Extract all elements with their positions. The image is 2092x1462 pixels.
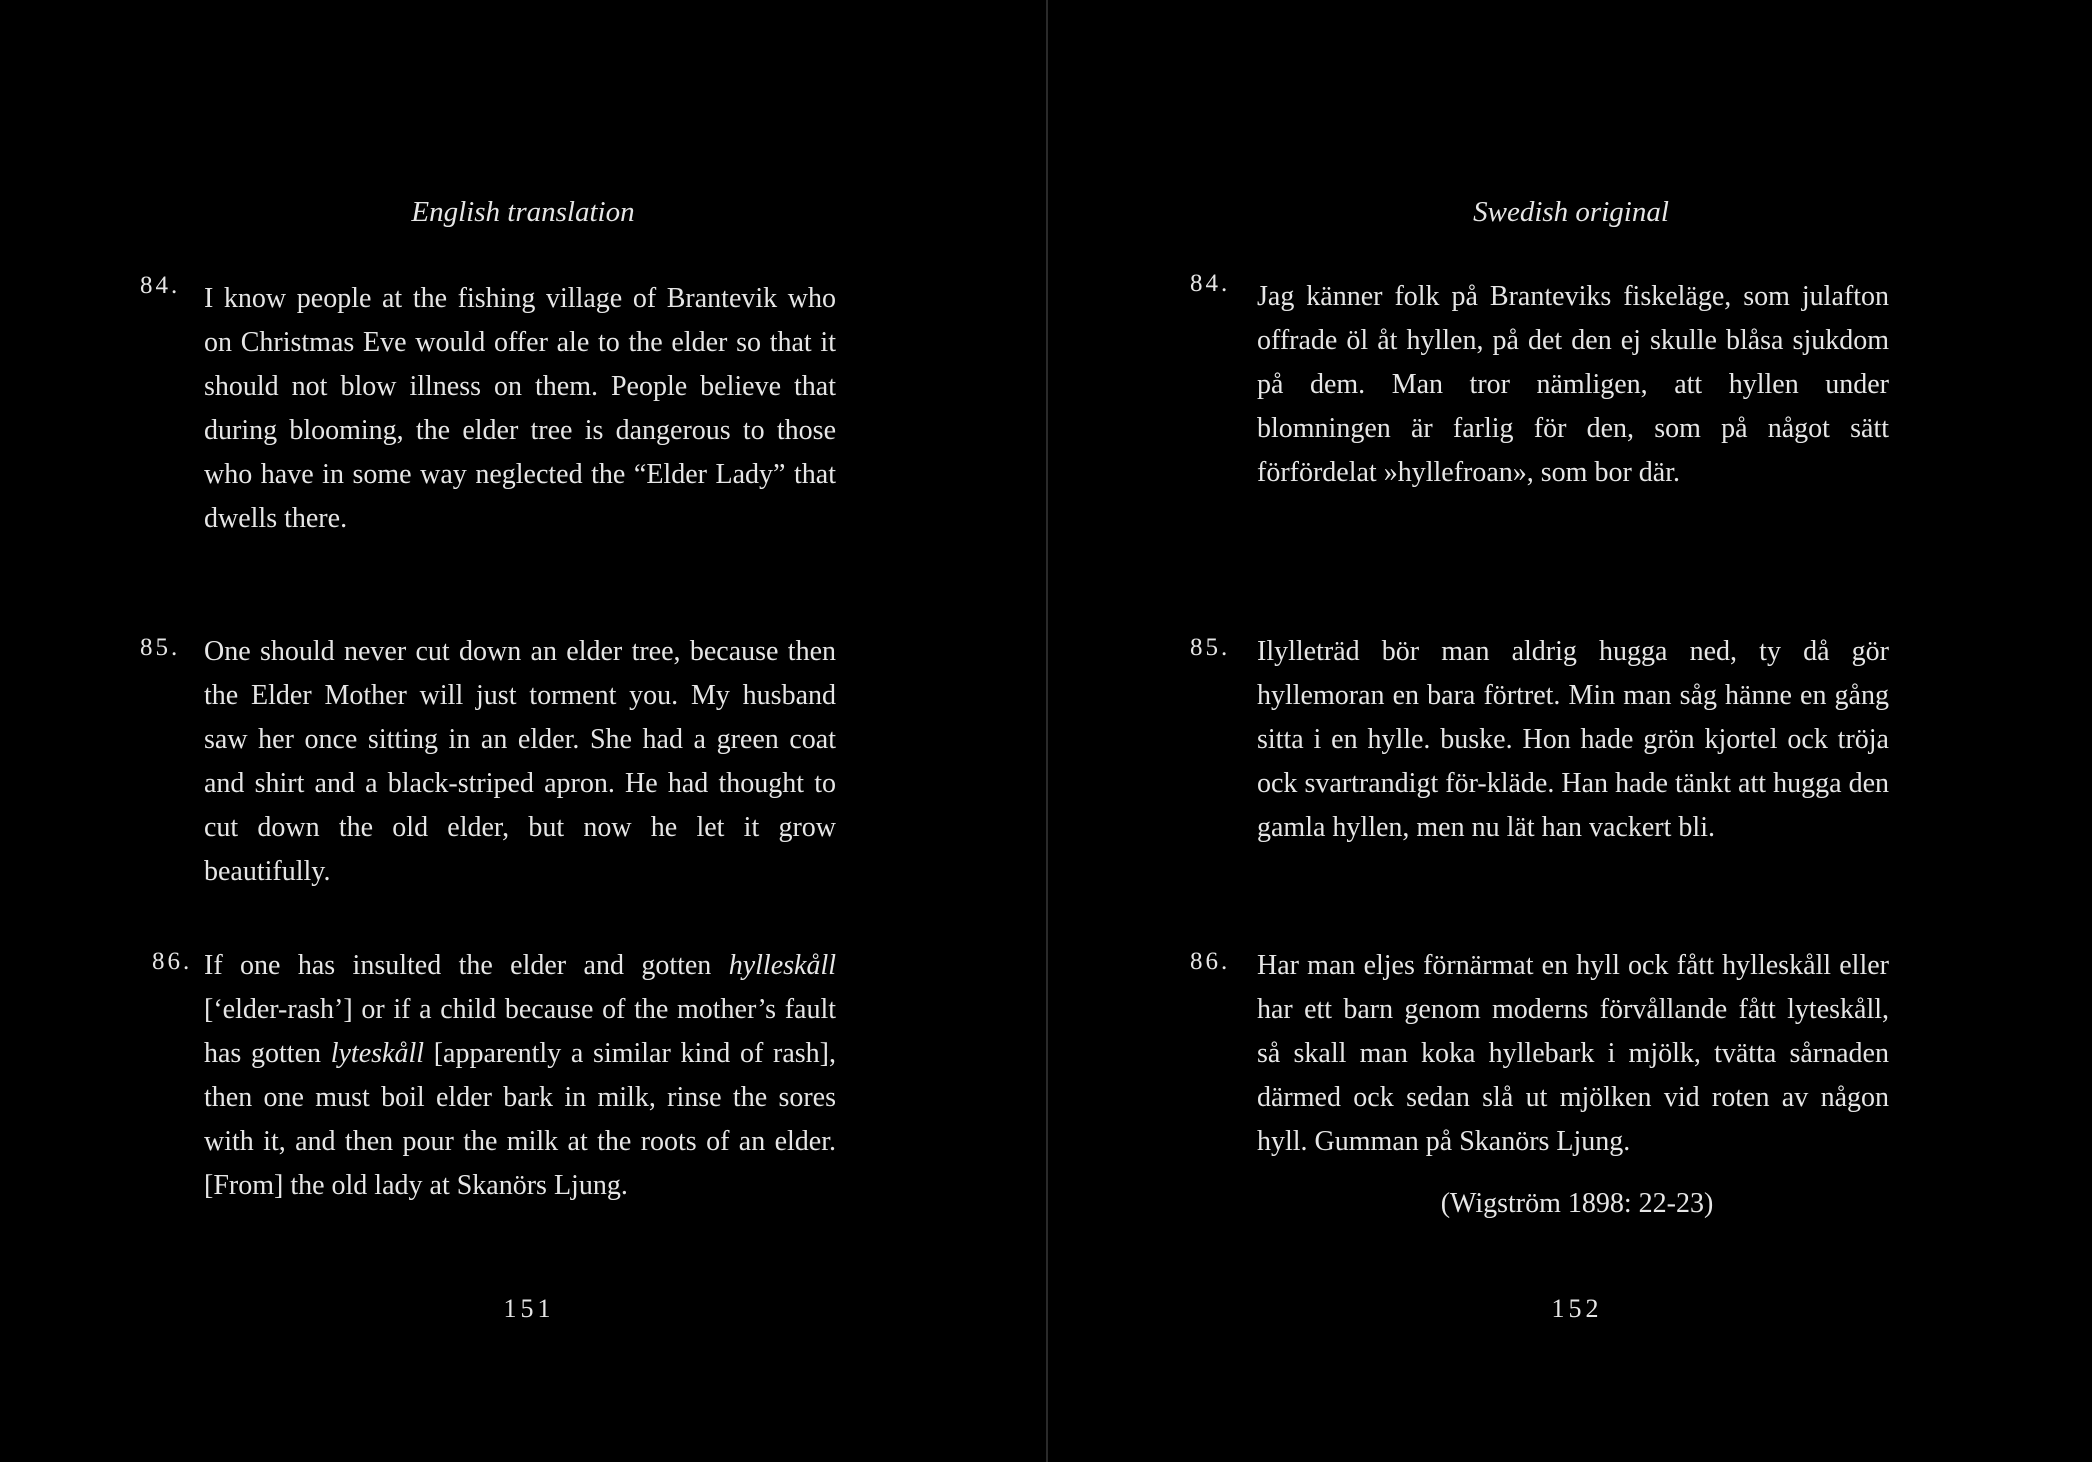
entry-number: 86. [1190, 948, 1231, 975]
entry-text: I know people at the fishing village of Brantevik who on Christmas Eve would offer ale to the elder so that it should not blow illness on them. People believe that during blooming, the elder tree is dangerous to those who have in some way neglected the “Elder Lady” that dwells there. [204, 283, 836, 534]
entry-text: Jag känner folk på Branteviks fiskeläge, som julafton offrade öl åt hyllen, på det den ej skulle blåsa sjukdom på dem. Man tror nämligen, att hyllen under blomningen är farlig för den, som på något sätt förfördelat »hyllefroan», som bor där. [1257, 281, 1889, 488]
page-number: 151 [503, 1294, 555, 1323]
entry-text-segment: If one has insulted the elder and gotten [204, 950, 729, 981]
entry-number: 85. [1190, 634, 1231, 661]
entry-number: 84. [140, 272, 181, 299]
entry-text-segment: [‘elder-rash’] or if a child because of the mother’s fault has gotten [204, 994, 836, 1069]
left-page-heading: English translation [411, 196, 635, 228]
page-number: 152 [1551, 1294, 1603, 1323]
entry-text: Ilylleträd bör man aldrig hugga ned, ty då gör hyllemoran en bara förtret. Min man såg hänne en gång sitta i en hylle. buske. Hon hade grön kjortel ock tröja ock svartrandigt för-kläde. Han hade tänkt att hugga den gamla hyllen, men nu lät han vackert bli. [1257, 636, 1889, 843]
entry-number: 85. [140, 634, 181, 661]
entry-text [204, 944, 836, 1208]
entry-number: 84. [1190, 270, 1231, 297]
right-page-heading: Swedish original [1473, 196, 1669, 228]
entry-number: 86. [152, 948, 193, 975]
entry-text: Har man eljes förnärmat en hyll ock fått hylleskåll eller har ett barn genom moderns förvållande fått lyteskåll, så skall man koka hyllebark i mjölk, tvätta sårnaden därmed ock sedan slå ut mjölken vid roten av någon hyll. Gumman på Skanörs Ljung. [1257, 950, 1889, 1157]
right-page [1048, 0, 2092, 1462]
entry-text-segment: [apparently a similar kind of rash], then one must boil elder bark in milk, rinse the sores with it, and then pour the milk at the roots of an elder. [From] the old lady at Skanörs Ljung. [204, 1038, 836, 1201]
source-citation: (Wigström 1898: 22-23) [1440, 1188, 1714, 1219]
italic-term: hylleskåll [728, 950, 836, 981]
italic-term: lyteskåll [330, 1038, 425, 1069]
entry-text: One should never cut down an elder tree, because then the Elder Mother will just torment you. My husband saw her once sitting in an elder. She had a green coat and shirt and a black-striped apron. He had thought to cut down the old elder, but now he let it grow beautifully. [204, 636, 836, 887]
